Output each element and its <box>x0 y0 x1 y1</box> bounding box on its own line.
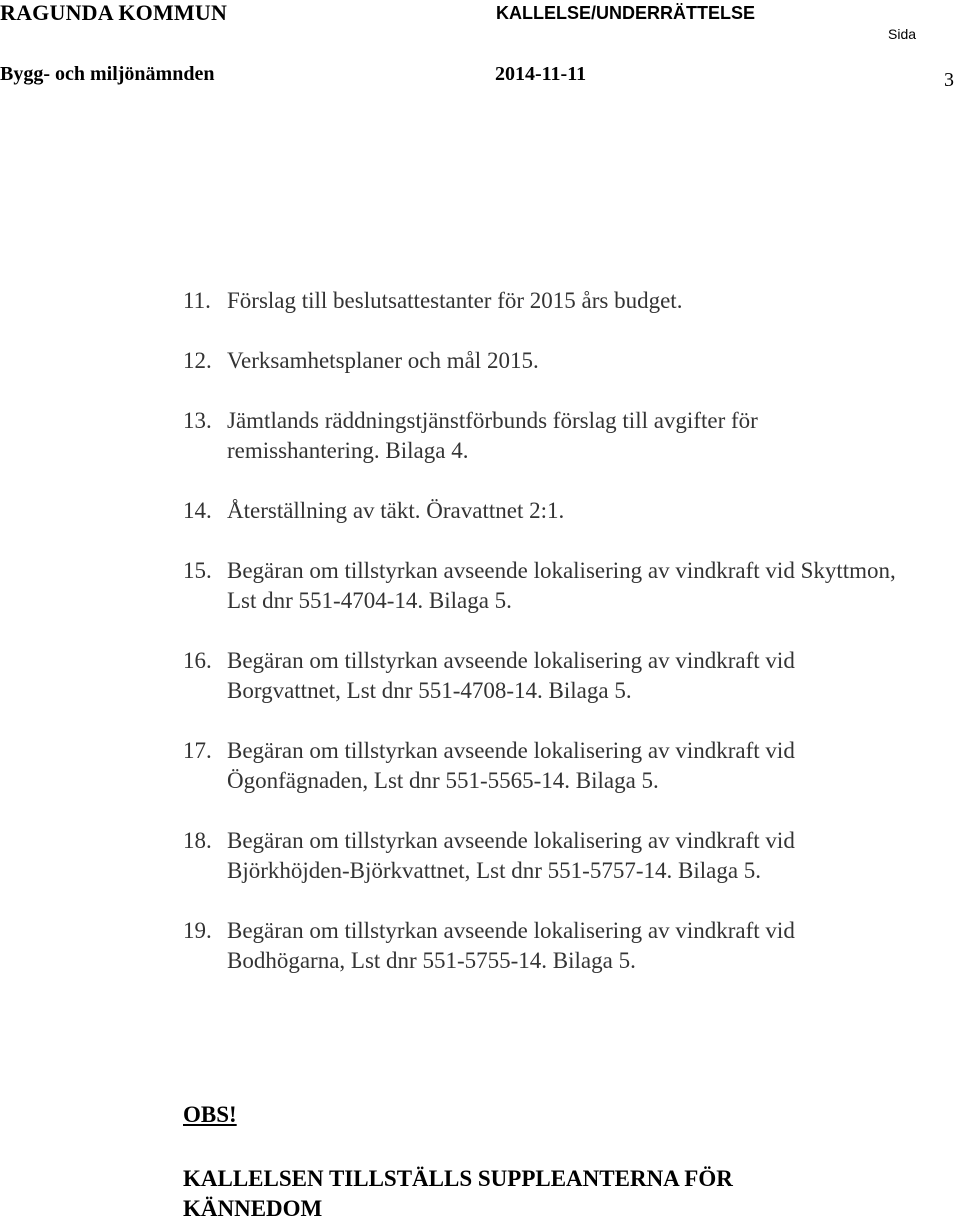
agenda-item-text: Förslag till beslutsattestanter för 2015 års budget. <box>227 288 683 313</box>
agenda-item-text: Jämtlands räddningstjänstförbunds förslag till avgifter för remisshantering. Bilaga 4. <box>227 408 758 463</box>
agenda-item-number: 19. <box>183 918 212 943</box>
agenda-item-text: Återställning av täkt. Öravattnet 2:1. <box>227 498 565 523</box>
obs-heading: OBS! <box>183 1102 237 1127</box>
agenda-item <box>183 646 903 706</box>
agenda-item-number: 13. <box>183 408 212 433</box>
meeting-date: 2014-11-11 <box>495 63 587 85</box>
agenda-item <box>183 496 903 526</box>
agenda-item-text: Begäran om tillstyrkan avseende lokalisering av vindkraft vid Skyttmon, Lst dnr 551-4704-14. Bilaga 5. <box>227 558 896 613</box>
agenda-item <box>183 286 903 316</box>
board-name: Bygg- och miljönämnden <box>0 63 215 85</box>
agenda-item-text: Begäran om tillstyrkan avseende lokalisering av vindkraft vid Ögonfägnaden, Lst dnr 551-5565-14. Bilaga 5. <box>227 738 795 793</box>
agenda-list <box>183 286 903 1006</box>
page-label: Sida <box>888 26 917 42</box>
agenda-item-text: Begäran om tillstyrkan avseende lokalisering av vindkraft vid Borgvattnet, Lst dnr 551-4708-14. Bilaga 5. <box>227 648 795 703</box>
agenda-item-number: 16. <box>183 648 212 673</box>
agenda-item-text: Verksamhetsplaner och mål 2015. <box>227 348 539 373</box>
agenda-item-number: 18. <box>183 828 212 853</box>
agenda-item <box>183 736 903 796</box>
agenda-item <box>183 826 903 886</box>
agenda-item <box>183 916 903 976</box>
agenda-item <box>183 346 903 376</box>
organization-name: RAGUNDA KOMMUN <box>0 0 228 25</box>
document-type: KALLELSE/UNDERRÄTTELSE <box>496 3 756 23</box>
agenda-item-number: 17. <box>183 738 212 763</box>
agenda-item-text: Begäran om tillstyrkan avseende lokalisering av vindkraft vid Björkhöjden-Björkvattnet, Lst dnr 551-5757-14. Bilaga 5. <box>227 828 795 883</box>
agenda-item-text: Begäran om tillstyrkan avseende lokalisering av vindkraft vid Bodhögarna, Lst dnr 551-5755-14. Bilaga 5. <box>227 918 795 973</box>
agenda-item-number: 14. <box>183 498 212 523</box>
substitutes-notice: KALLELSEN TILLSTÄLLS SUPPLEANTERNA FÖR KÄNNEDOM <box>183 1166 733 1221</box>
agenda-item <box>183 406 903 466</box>
page-number: 3 <box>944 69 954 91</box>
agenda-item-number: 15. <box>183 558 212 583</box>
agenda-item <box>183 556 903 616</box>
agenda-item-number: 11. <box>183 288 211 313</box>
agenda-item-number: 12. <box>183 348 212 373</box>
